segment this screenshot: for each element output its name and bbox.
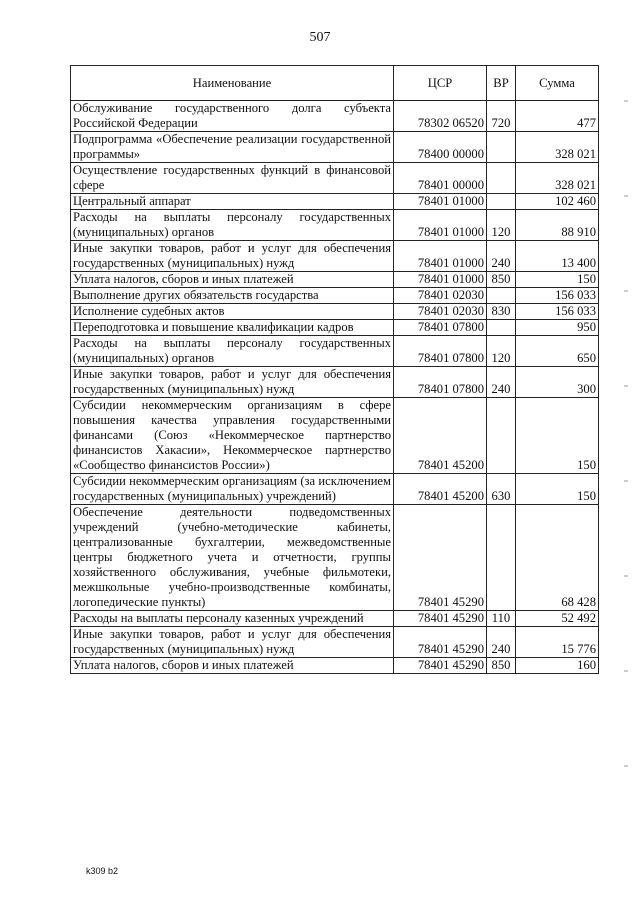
- cell-csr: 78401 45290: [394, 505, 487, 611]
- cell-name: Расходы на выплаты персоналу государственных (муниципальных) органов: [71, 336, 394, 367]
- cell-vr: 110: [487, 611, 516, 627]
- cell-name: Иные закупки товаров, работ и услуг для обеспечения государственных (муниципальных) нужд: [71, 627, 394, 658]
- cell-sum: 68 428: [516, 505, 599, 611]
- cell-sum: 15 776: [516, 627, 599, 658]
- cell-vr: 240: [487, 367, 516, 398]
- cell-name: Расходы на выплаты персоналу государственных (муниципальных) органов: [71, 210, 394, 241]
- cell-csr: 78401 00000: [394, 163, 487, 194]
- cell-sum: 88 910: [516, 210, 599, 241]
- table-row: [71, 611, 599, 627]
- header-csr: ЦСР: [394, 66, 487, 101]
- cell-vr: 240: [487, 627, 516, 658]
- cell-vr: 720: [487, 101, 516, 132]
- cell-csr: 78401 07800: [394, 367, 487, 398]
- cell-vr: 850: [487, 658, 516, 674]
- cell-vr: [487, 163, 516, 194]
- cell-csr: 78401 07800: [394, 320, 487, 336]
- cell-name: Центральный аппарат: [71, 194, 394, 210]
- cell-name: Обеспечение деятельности подведомственных учреждений (учебно-методические кабинеты, централизованные бухгалтерии, межведомственные центры бюджетного учета и отчетности, группы хозяйственного обслуживания, учебные фильмотеки, межшкольные учебно-производственные комбинаты, логопедические пункты): [71, 505, 394, 611]
- cell-csr: 78401 01000: [394, 194, 487, 210]
- table-row: [71, 304, 599, 320]
- cell-csr: 78401 45200: [394, 398, 487, 474]
- table-row: [71, 241, 599, 272]
- cell-name: Иные закупки товаров, работ и услуг для обеспечения государственных (муниципальных) нужд: [71, 367, 394, 398]
- cell-csr: 78401 45290: [394, 611, 487, 627]
- page-number: 507: [309, 30, 331, 45]
- cell-csr: 78401 01000: [394, 272, 487, 288]
- cell-name: Расходы на выплаты персоналу казенных учреждений: [71, 611, 394, 627]
- cell-vr: [487, 505, 516, 611]
- cell-sum: 156 033: [516, 304, 599, 320]
- cell-csr: 78401 45200: [394, 474, 487, 505]
- cell-vr: 240: [487, 241, 516, 272]
- cell-name: Уплата налогов, сборов и иных платежей: [71, 658, 394, 674]
- table-row: [71, 505, 599, 611]
- cell-csr: 78401 45290: [394, 627, 487, 658]
- table-row: [71, 288, 599, 304]
- cell-name: Осуществление государственных функций в финансовой сфере: [71, 163, 394, 194]
- table-row: [71, 336, 599, 367]
- scan-edge-marks: [624, 60, 628, 820]
- cell-vr: 120: [487, 336, 516, 367]
- cell-sum: 52 492: [516, 611, 599, 627]
- cell-csr: 78401 02030: [394, 304, 487, 320]
- cell-csr: 78401 02030: [394, 288, 487, 304]
- cell-csr: 78400 00000: [394, 132, 487, 163]
- cell-vr: [487, 288, 516, 304]
- cell-sum: 160: [516, 658, 599, 674]
- table-header-row: [71, 66, 599, 101]
- table-row: [71, 474, 599, 505]
- table-row: [71, 163, 599, 194]
- cell-sum: 102 460: [516, 194, 599, 210]
- table-row: [71, 320, 599, 336]
- cell-csr: 78401 45290: [394, 658, 487, 674]
- cell-vr: [487, 132, 516, 163]
- cell-vr: 630: [487, 474, 516, 505]
- header-name: Наименование: [71, 66, 394, 101]
- cell-csr: 78401 01000: [394, 241, 487, 272]
- cell-name: Подпрограмма «Обеспечение реализации государственной программы»: [71, 132, 394, 163]
- cell-sum: 13 400: [516, 241, 599, 272]
- cell-name: Выполнение других обязательств государства: [71, 288, 394, 304]
- cell-vr: 120: [487, 210, 516, 241]
- cell-vr: [487, 398, 516, 474]
- cell-sum: 328 021: [516, 132, 599, 163]
- cell-vr: 850: [487, 272, 516, 288]
- cell-csr: 78401 01000: [394, 210, 487, 241]
- cell-name: Субсидии некоммерческим организациям (за исключением государственных (муниципальных) учреждений): [71, 474, 394, 505]
- table-row: [71, 398, 599, 474]
- table-row: [71, 658, 599, 674]
- cell-sum: 328 021: [516, 163, 599, 194]
- table-body: [71, 101, 599, 674]
- cell-sum: 150: [516, 474, 599, 505]
- cell-vr: [487, 320, 516, 336]
- table-row: [71, 272, 599, 288]
- budget-table: [70, 65, 599, 674]
- cell-sum: 156 033: [516, 288, 599, 304]
- header-sum: Сумма: [516, 66, 599, 101]
- cell-sum: 950: [516, 320, 599, 336]
- cell-name: Субсидии некоммерческим организациям в сфере повышения качества управления государственными финансами (Союз «Некоммерческое партнерство финансистов Хакасии», Некоммерческое партнерство «Сообщество финансистов России»): [71, 398, 394, 474]
- cell-sum: 150: [516, 398, 599, 474]
- footer-code: k309 b2: [86, 866, 119, 876]
- table-row: [71, 367, 599, 398]
- table-row: [71, 101, 599, 132]
- header-vr: ВР: [487, 66, 516, 101]
- cell-vr: 830: [487, 304, 516, 320]
- cell-csr: 78302 06520: [394, 101, 487, 132]
- cell-name: Обслуживание государственного долга субъекта Российской Федерации: [71, 101, 394, 132]
- cell-vr: [487, 194, 516, 210]
- cell-name: Иные закупки товаров, работ и услуг для обеспечения государственных (муниципальных) нужд: [71, 241, 394, 272]
- cell-sum: 150: [516, 272, 599, 288]
- cell-sum: 300: [516, 367, 599, 398]
- table-row: [71, 132, 599, 163]
- cell-csr: 78401 07800: [394, 336, 487, 367]
- table-row: [71, 210, 599, 241]
- cell-sum: 650: [516, 336, 599, 367]
- cell-name: Переподготовка и повышение квалификации кадров: [71, 320, 394, 336]
- cell-name: Исполнение судебных актов: [71, 304, 394, 320]
- table-row: [71, 627, 599, 658]
- table-row: [71, 194, 599, 210]
- cell-name: Уплата налогов, сборов и иных платежей: [71, 272, 394, 288]
- cell-sum: 477: [516, 101, 599, 132]
